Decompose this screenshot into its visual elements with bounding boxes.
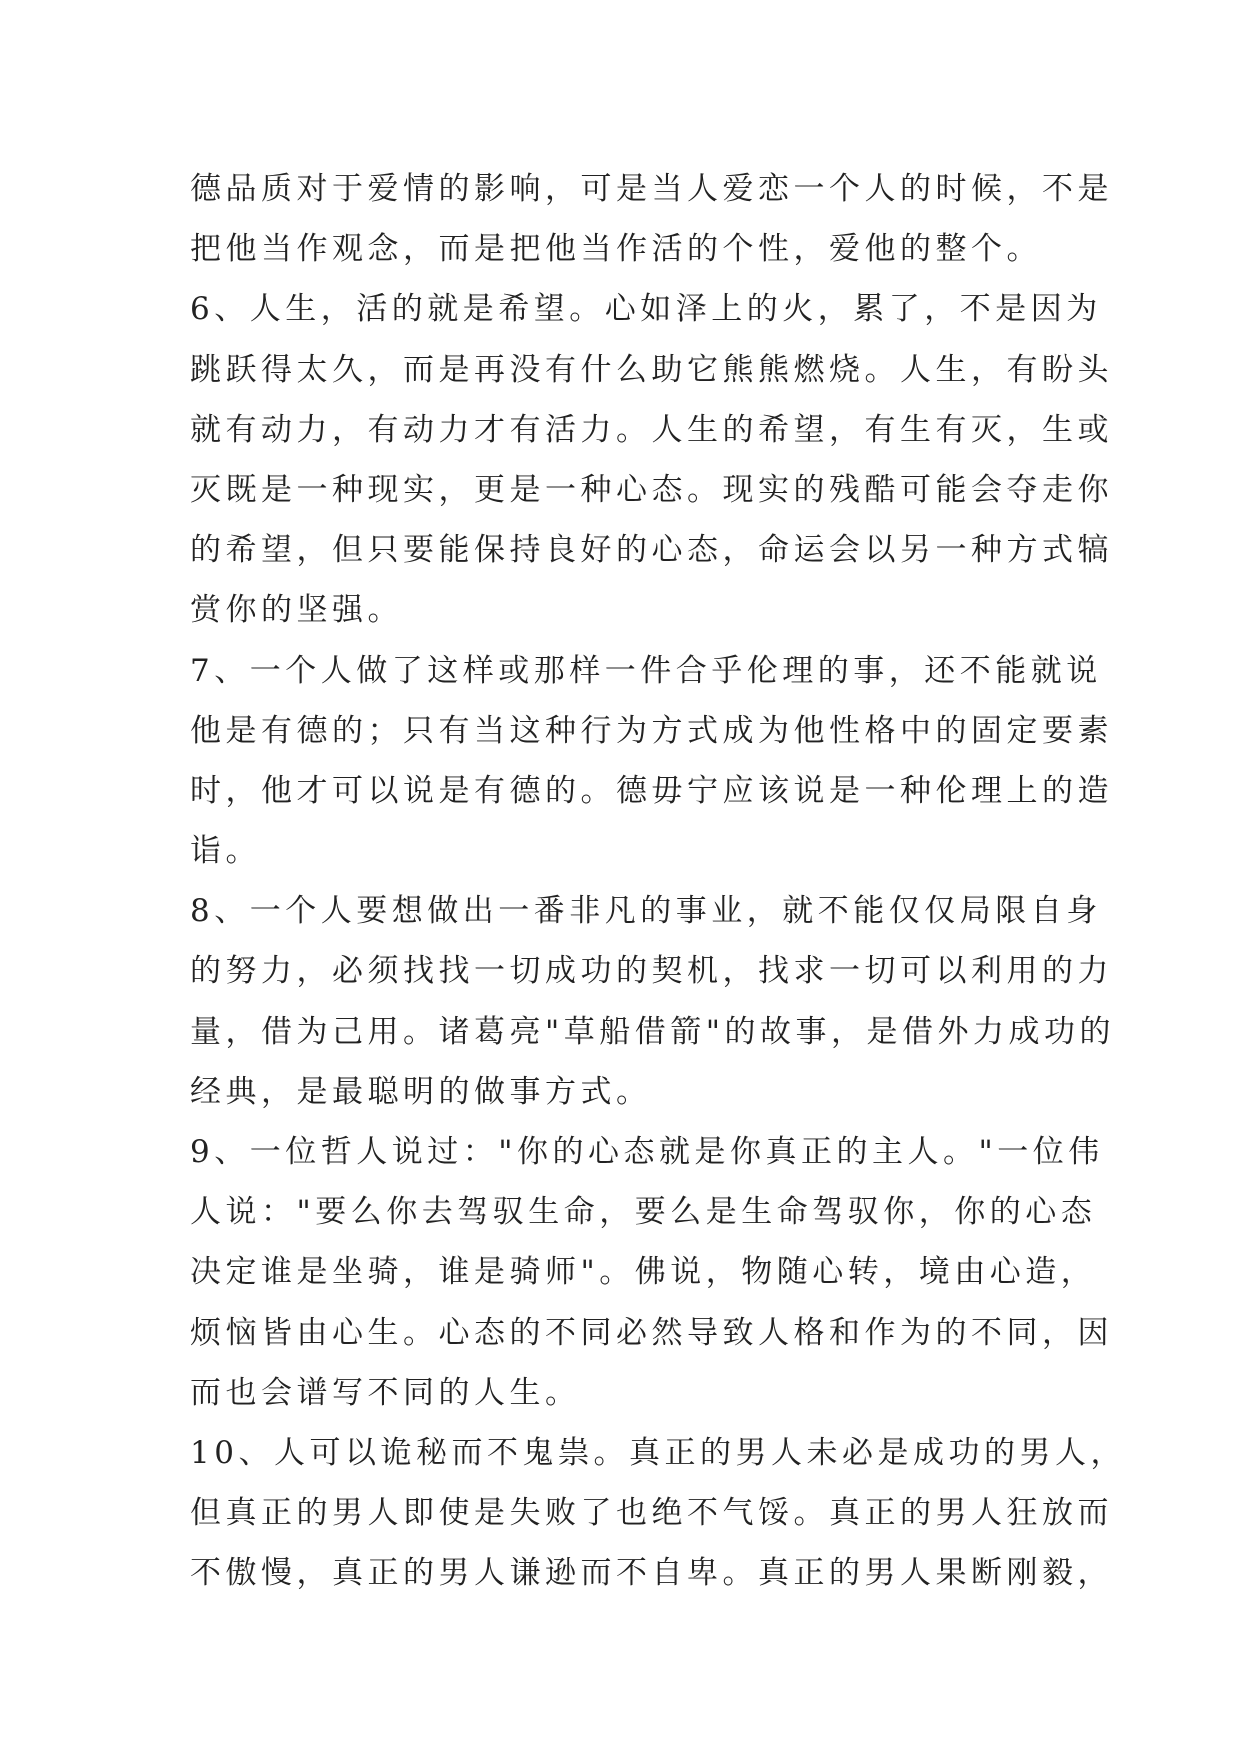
text-line: 烦恼皆由心生。心态的不同必然导致人格和作为的不同，因 (190, 1314, 1113, 1351)
text-line: 决定谁是坐骑，谁是骑师"。佛说，物随心转，境由心造， (190, 1254, 1097, 1291)
body-text (190, 159, 1126, 1604)
text-line: 7、一个人做了这样或那样一件合乎伦理的事，还不能就说 (190, 652, 1102, 689)
text-line: 而也会谱写不同的人生。 (190, 1374, 581, 1411)
text-line: 但真正的男人即使是失败了也绝不气馁。真正的男人狂放而 (190, 1495, 1113, 1532)
text-line: 德品质对于爱情的影响，可是当人爱恋一个人的时候，不是 (190, 171, 1113, 207)
text-line: 就有动力，有动力才有活力。人生的希望，有生有灭，生或 (190, 411, 1113, 448)
text-line: 人说："要么你去驾驭生命，要么是生命驾驭你，你的心态 (190, 1194, 1097, 1231)
text-line: 不傲慢，真正的男人谦逊而不自卑。真正的男人果断刚毅， (190, 1555, 1113, 1592)
text-line: 经典，是最聪明的做事方式。 (190, 1073, 652, 1110)
text-line: 8、一个人要想做出一番非凡的事业，就不能仅仅局限自身 (190, 893, 1102, 930)
text-line: 的希望，但只要能保持良好的心态，命运会以另一种方式犒 (190, 532, 1113, 569)
text-line: 6、人生，活的就是希望。心如泽上的火，累了，不是因为 (190, 291, 1102, 328)
text-line: 灭既是一种现实，更是一种心态。现实的残酷可能会夺走你 (190, 471, 1113, 508)
text-line: 诣。 (190, 833, 261, 870)
text-line: 跳跃得太久，而是再没有什么助它熊熊燃烧。人生，有盼头 (190, 351, 1113, 388)
text-line: 赏你的坚强。 (190, 592, 403, 629)
text-line: 9、一位哲人说过："你的心态就是你真正的主人。"一位伟 (190, 1134, 1104, 1170)
text-line: 10、人可以诡秘而不鬼祟。真正的男人未必是成功的男人， (190, 1434, 1126, 1471)
text-line: 把他当作观念，而是把他当作活的个性，爱他的整个。 (190, 231, 1042, 268)
text-line: 量，借为己用。诸葛亮"草船借箭"的故事，是借外力成功的 (190, 1013, 1116, 1050)
text-line: 的努力，必须找找一切成功的契机，找求一切可以利用的力 (190, 953, 1113, 990)
text-line: 时，他才可以说是有德的。德毋宁应该说是一种伦理上的造 (190, 772, 1113, 809)
text-line: 他是有德的；只有当这种行为方式成为他性格中的固定要素 (190, 712, 1113, 749)
